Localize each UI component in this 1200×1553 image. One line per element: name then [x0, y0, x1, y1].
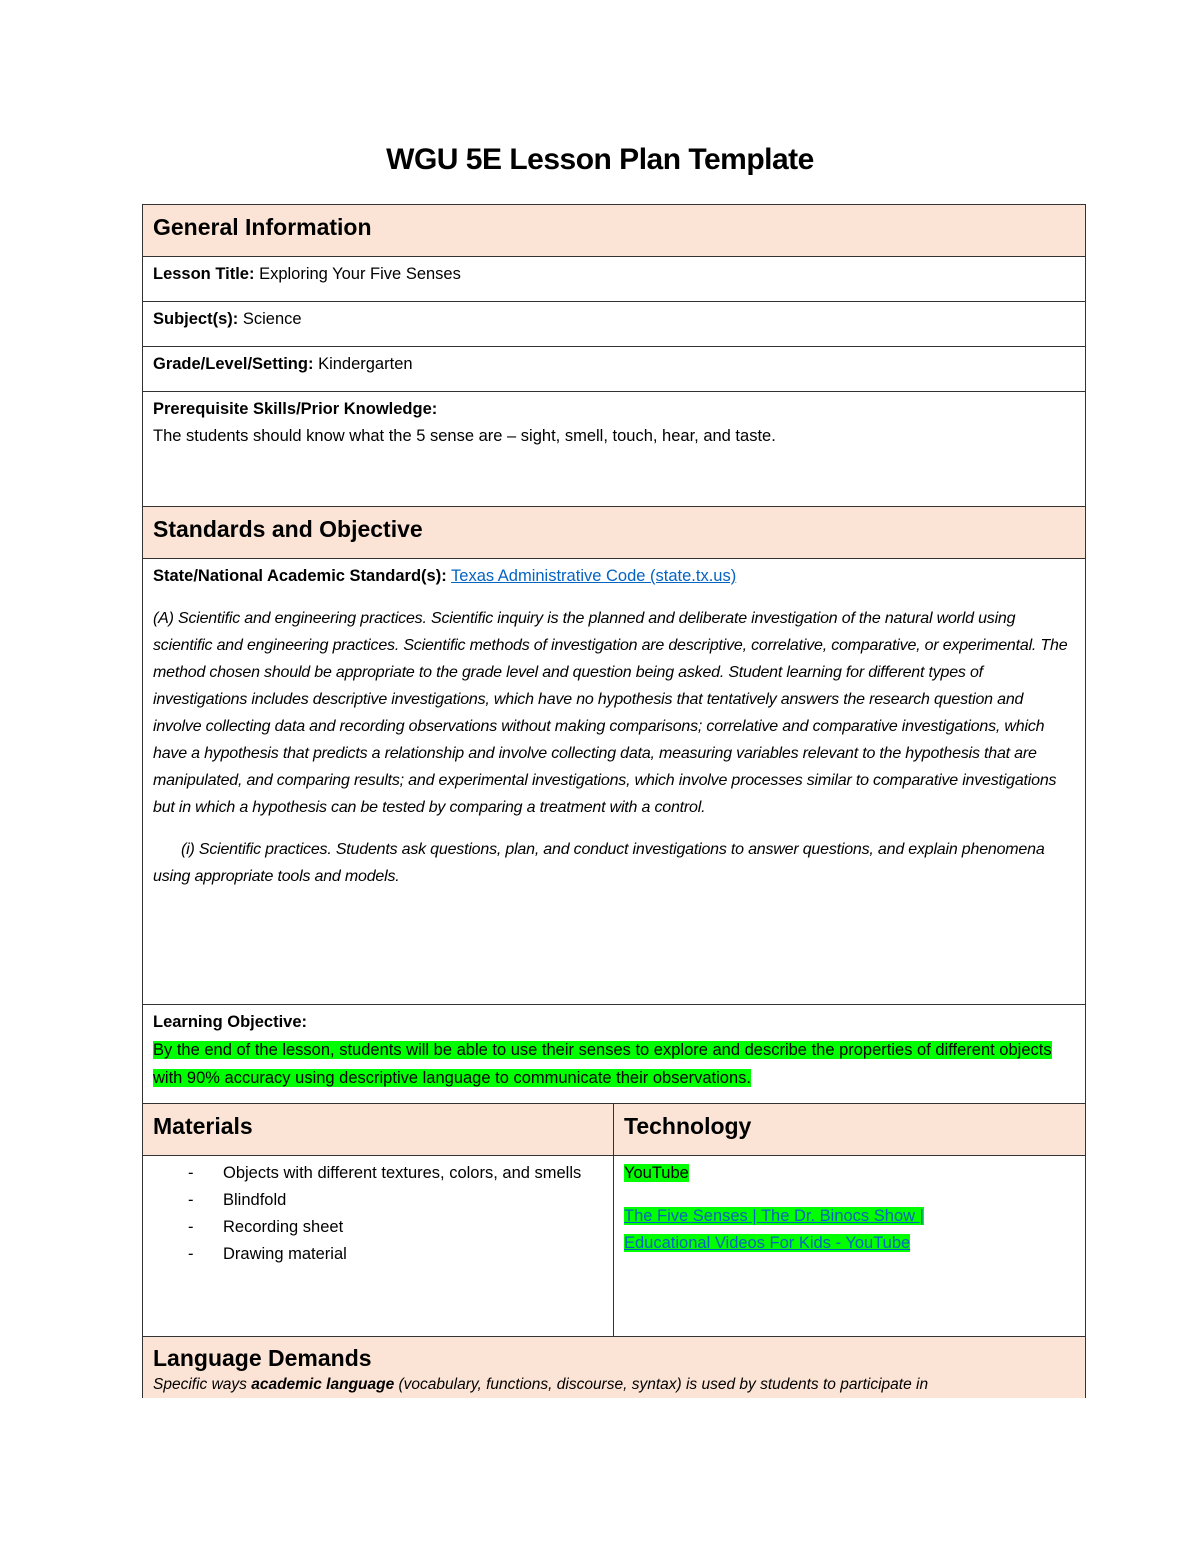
materials-cell — [143, 1156, 614, 1336]
materials-header: Materials — [143, 1104, 614, 1155]
technology-header: Technology — [624, 1113, 752, 1139]
language-demands-header: Language Demands — [153, 1345, 372, 1371]
prereq-value: The students should know what the 5 sense are – sight, smell, touch, hear, and taste. — [153, 427, 776, 445]
objective-label: Learning Objective: — [153, 1013, 308, 1031]
prereq-row — [143, 392, 1085, 507]
technology-cell — [614, 1156, 1085, 1336]
language-text-post: (vocabulary, functions, discourse, syntax) is used by students to participate in — [394, 1376, 929, 1393]
material-item: - Blindfold — [153, 1187, 603, 1214]
lesson-title-label: Lesson Title: — [153, 265, 255, 283]
standard-paragraph-i: (i) Scientific practices. Students ask questions, plan, and conduct investigations to answer questions, and explain phenomena using appropriate tools and models. — [153, 841, 1045, 885]
objective-row — [143, 1005, 1085, 1104]
standard-paragraph-a: (A) Scientific and engineering practices. Scientific inquiry is the planned and deliberate investigation of the natural world using scientific and engineering practices. Scientific methods of investigation are descriptive, correlative, comparative, or experimental. The method chosen should be appropriate to the grade level and question being asked. Student learning for different types of investigations includes descriptive investigations, which have no hypothesis that tentatively answers the research question and involve collecting data and recording observations without making comparisons; correlative and comparative investigations, which have a hypothesis that predicts a relationship and involve collecting data, measuring variables relevant to the hypothesis that are manipulated, and comparing results; and experimental investigations, which involve processes similar to comparative investigations but in which a hypothesis can be tested by comparing a treatment with a control. — [153, 610, 1068, 816]
technology-video-link[interactable]: The Five Senses | The Dr. Binocs Show | Educational Videos For Kids - YouTube — [624, 1207, 924, 1252]
material-item: - Drawing material — [153, 1241, 603, 1268]
materials-technology-header — [143, 1104, 1085, 1156]
general-information-header: General Information — [143, 205, 1085, 257]
subject-value: Science — [242, 310, 302, 328]
language-text-pre: Specific ways — [153, 1376, 252, 1393]
standard-row — [143, 559, 1085, 1005]
language-demands-text — [153, 1375, 1075, 1395]
prereq-label: Prerequisite Skills/Prior Knowledge: — [153, 400, 438, 418]
materials-list — [153, 1160, 603, 1268]
technology-item: YouTube — [624, 1164, 689, 1182]
document-title: WGU 5E Lesson Plan Template — [386, 143, 814, 176]
standard-label: State/National Academic Standard(s): — [153, 567, 447, 585]
objective-text: By the end of the lesson, students will be able to use their senses to explore and describe the properties of different objects with 90% accuracy using descriptive language to communicate their observations. — [153, 1041, 1052, 1087]
language-text-bold: academic language — [251, 1376, 395, 1393]
lesson-title-value: Exploring Your Five Senses — [259, 265, 461, 283]
subject-label: Subject(s): — [153, 310, 239, 328]
lesson-plan-table — [142, 204, 1086, 1398]
grade-row — [143, 347, 1085, 392]
lesson-title-row — [143, 257, 1085, 302]
grade-label: Grade/Level/Setting: — [153, 355, 314, 373]
subject-row — [143, 302, 1085, 347]
standard-link[interactable]: Texas Administrative Code (state.tx.us) — [451, 567, 737, 585]
material-item: - Recording sheet — [153, 1214, 603, 1241]
material-item: - Objects with different textures, colors, and smells — [153, 1160, 603, 1187]
standards-header: Standards and Objective — [143, 507, 1085, 559]
grade-value: Kindergarten — [318, 355, 413, 373]
language-demands-section — [143, 1337, 1085, 1398]
materials-technology-row — [143, 1156, 1085, 1337]
